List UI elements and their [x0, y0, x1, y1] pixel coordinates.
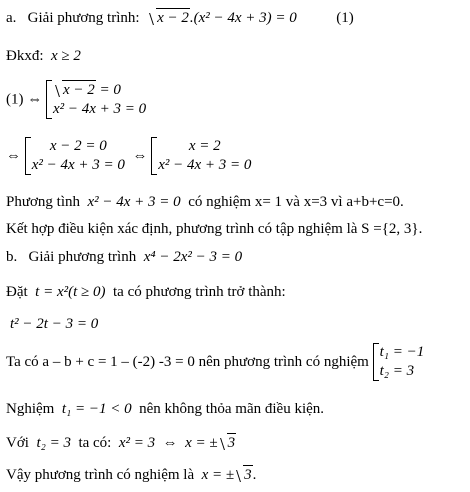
with-t2-pre: Với — [6, 435, 29, 451]
dkxd-label: Đkxđ: — [6, 48, 44, 64]
conclusion-line — [6, 465, 256, 484]
part-b-eq: x⁴ − 2x² − 3 = 0 — [143, 249, 243, 265]
step2-system-a — [25, 137, 125, 175]
step2-system-b — [151, 137, 251, 175]
with-t2-arrow: ⇔ — [162, 435, 178, 451]
step2-arrow1: ⇔ — [6, 148, 21, 164]
step2-a-row2: x² − 4x + 3 = 0 — [31, 157, 125, 173]
subst-post: ta có phương trình trở thành: — [113, 284, 286, 300]
with-t2-eq3: x = ± — [185, 435, 218, 451]
dkxd-condition: x ≥ 2 — [51, 48, 81, 64]
text2-line: Kết hợp điều kiện xác định, phương trình có tập nghiệm là S ={2, 3}. — [6, 221, 423, 237]
vieta-line — [6, 343, 424, 381]
step1-row1: x − 2 = 0 — [53, 80, 146, 100]
step2-a-row1: x − 2 = 0 — [49, 138, 107, 154]
text1-line — [6, 193, 404, 211]
root-t1: t₁ = −1 — [379, 344, 425, 360]
reject-line — [6, 400, 324, 418]
step2-line — [6, 137, 251, 175]
sqrt-x-minus-2: x − 2 — [147, 8, 190, 27]
with-t2-eq1: t₂ = 3 — [36, 435, 71, 451]
part-a-line — [6, 8, 354, 27]
step1-system — [46, 80, 146, 119]
conclusion-eq: x = ± — [201, 467, 235, 483]
vieta-roots — [373, 343, 425, 381]
conclusion-pre: Vậy phương trình có nghiệm là — [6, 467, 195, 483]
step1-line — [6, 80, 146, 119]
root-t2: t₂ = 3 — [379, 363, 415, 379]
with-t2-mid: ta có: — [78, 435, 112, 451]
subst-line — [6, 283, 286, 301]
text1-pre: Phương tình — [6, 194, 80, 210]
step2-b-row2: x² − 4x + 3 = 0 — [158, 157, 252, 173]
with-t2-eq2: x² = 3 — [118, 435, 156, 451]
vieta-text: Ta có a – b + c = 1 – (-2) -3 = 0 nên phương trình có nghiệm — [6, 354, 369, 370]
step2-arrow2: ⇔ — [132, 148, 148, 164]
with-t2-line — [6, 433, 236, 452]
step1-ref: (1) ⇔ — [6, 91, 43, 108]
part-b-line — [6, 248, 242, 266]
step2-b-row1: x = 2 — [188, 138, 221, 154]
text1-post: có nghiệm x= 1 và x=3 vì a+b+c=0. — [188, 194, 404, 210]
subst-eq: t = x²(t ≥ 0) — [35, 284, 106, 300]
equation-number: (1) — [336, 10, 354, 26]
subst-pre: Đặt — [6, 284, 28, 300]
t-equation: t² − 2t − 3 = 0 — [10, 316, 99, 332]
reject-eq: t₁ = −1 < 0 — [61, 401, 132, 417]
dkxd-line — [6, 47, 81, 65]
conclusion-sqrt-3: 3 — [234, 465, 253, 484]
conclusion-end: . — [252, 467, 257, 483]
reject-post: nên không thỏa mãn điều kiện. — [139, 401, 325, 417]
reject-pre: Nghiệm — [6, 401, 55, 417]
part-b-label: b. — [6, 249, 18, 265]
part-a-title: Giải phương trình: — [27, 10, 140, 26]
part-a-label: a. — [6, 10, 17, 26]
sqrt-3: 3 — [218, 433, 237, 452]
part-a-equation-tail: .(x² − 4x + 3) = 0 — [189, 10, 297, 26]
step1-row2: x² − 4x + 3 = 0 — [53, 101, 147, 117]
text1-eq: x² − 4x + 3 = 0 — [87, 194, 181, 210]
part-b-title: Giải phương trình — [28, 249, 137, 265]
